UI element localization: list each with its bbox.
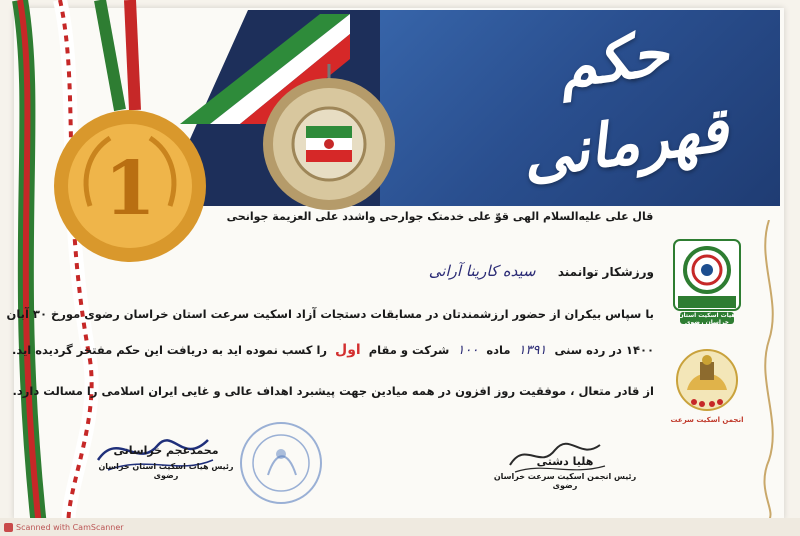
body-line-2-a: ۱۴۰۰ در رده سنی <box>554 343 654 357</box>
right-signature-icon <box>500 420 610 480</box>
scanner-watermark <box>4 520 124 534</box>
body-line-1: با سپاس بیکران از حضور ارزشمندتان در مسابقات دستجات آزاد اسکیت سرعت استان خراسان رضوی مورخ ۳۰ آبان <box>6 307 654 321</box>
top-logo-caption: هیات اسکیت استان خراسان رضوی <box>678 312 736 326</box>
body-line-3: از قادر متعال ، موفقیت روز افزون در همه میادین جهت پیشبرد اهداف عالی و غایی ایران اسلامی را مسالت دارد. <box>12 384 654 398</box>
silver-medal-icon <box>254 64 404 214</box>
athlete-label: ورزشکار توانمند <box>557 265 654 279</box>
official-stamp-icon <box>238 420 324 506</box>
age-group-value: ۱۳۹۱ <box>518 343 547 358</box>
side-ornament <box>756 220 782 520</box>
body-line-2-c: شرکت و مقام <box>368 343 450 357</box>
certificate-title: حکم قهرمانی <box>517 18 733 193</box>
bottom-logo-caption: انجمن اسکیت سرعت <box>670 416 744 424</box>
svg-text:1: 1 <box>104 146 156 232</box>
rank-value: اول <box>335 342 361 358</box>
left-signer-title: رئیس هیات اسکیت استان خراسان رضوی <box>98 462 234 480</box>
event-value: ۱۰۰ <box>457 343 479 358</box>
body-line-2-b: ماده <box>486 343 511 357</box>
gold-medal-icon <box>50 106 210 266</box>
camscanner-icon <box>4 523 13 532</box>
right-signer-title: رئیس انجمن اسکیت سرعت خراسان رضوی <box>493 472 637 490</box>
scanner-label: Scanned with CamScanner <box>16 522 124 532</box>
left-signer-name: محمدعجم خراسانی <box>113 444 219 457</box>
body-line-2 <box>12 342 654 358</box>
quote-line: قال علی علیه‌السلام الهی قوّ علی خدمتک جوارحی واشدد علی العزیمة جوانحی <box>226 210 654 223</box>
athlete-row <box>429 262 654 280</box>
body-line-2-d: را کسب نموده اید به دریافت این حکم مفتخر گردیده اید. <box>11 343 328 357</box>
speed-skating-assoc-logo-icon <box>670 346 744 426</box>
athlete-name: سیده کارینا آرانی <box>428 262 536 280</box>
right-signer-name: هلیا دشتی <box>536 455 594 468</box>
